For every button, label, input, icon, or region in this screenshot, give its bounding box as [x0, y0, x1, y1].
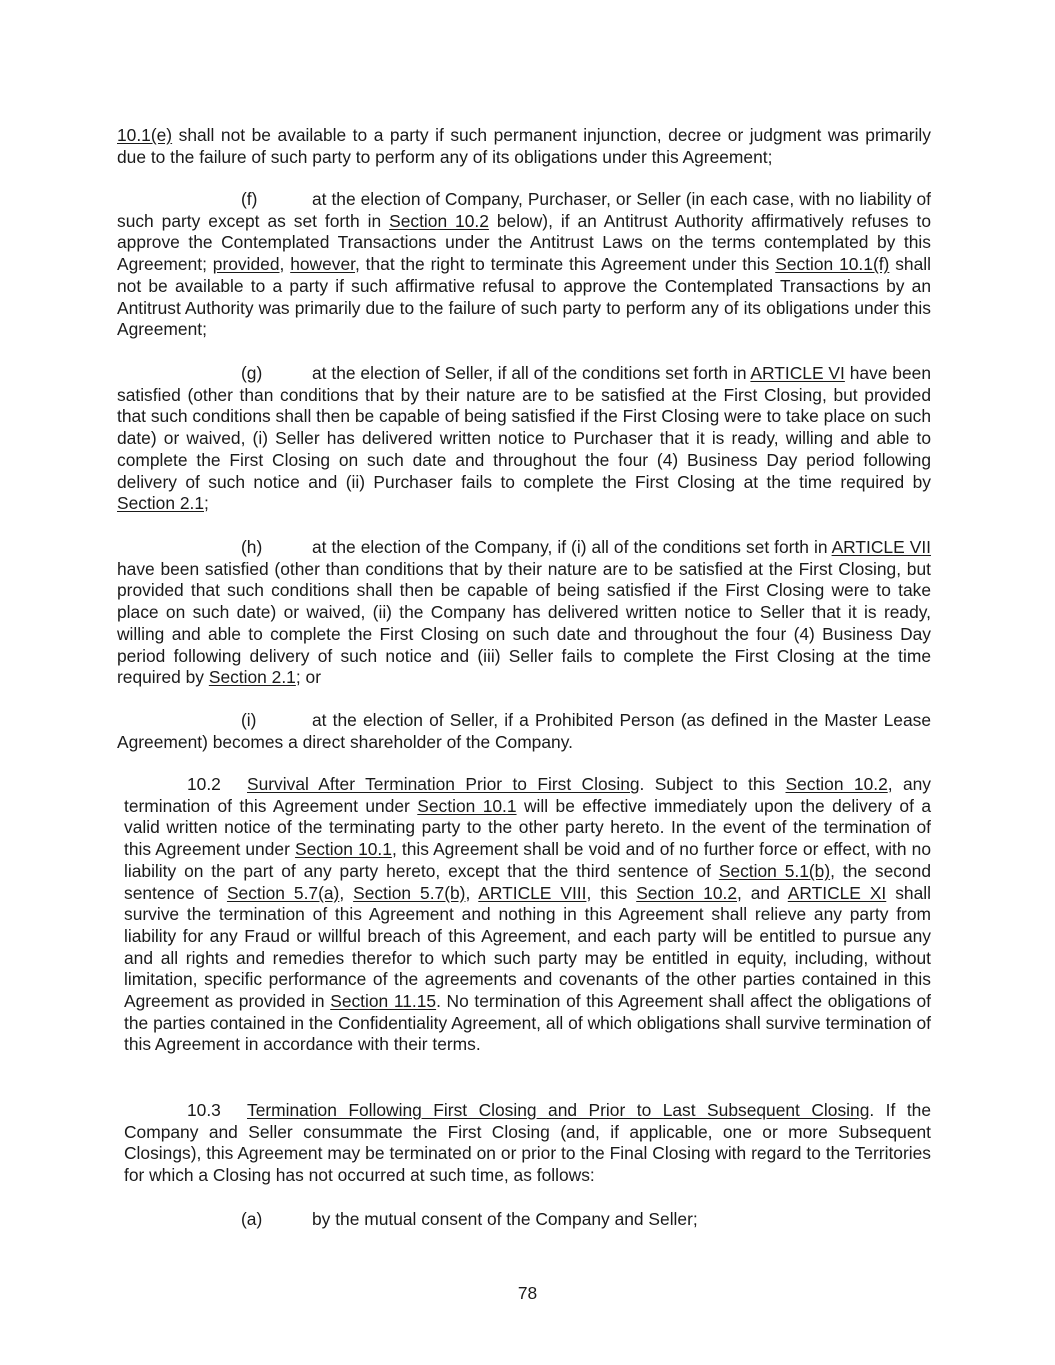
- cross-reference[interactable]: Section 10.1(f): [775, 254, 890, 275]
- paragraph-text: by the mutual consent of the Company and Seller;: [312, 1209, 698, 1229]
- cross-reference[interactable]: ARTICLE VI: [750, 363, 845, 383]
- paragraph-text: ,: [465, 882, 479, 903]
- paragraph-text: have been satisfied (other than conditions that by their nature are to be satisfied at the First Closing, but provided that such conditions shall then be capable of being satisfied if the First Closing were to take place on such date) or waived, (i) Seller has delivered written notice to Purchaser that it is ready, willing and able to complete the First Closing on such date and throughout the four (4) Business Day period following delivery of such notice and (ii) Purchaser fails to complete the First Closing at the time required by: [117, 363, 931, 492]
- cross-reference[interactable]: ARTICLE XI: [787, 882, 887, 903]
- clause-label: (i): [241, 710, 257, 730]
- paragraph-text: ,: [339, 882, 354, 903]
- paragraph-text: , any termination of this Agreement under: [124, 774, 932, 816]
- paragraph-text: ; or: [295, 667, 321, 688]
- cross-reference[interactable]: Section 10.1: [417, 795, 517, 816]
- page-number: 78: [517, 1283, 538, 1303]
- cross-reference[interactable]: Section 11.15: [330, 991, 437, 1012]
- paragraph-text: at the election of the Company, if (i) all of the conditions set forth in: [312, 537, 832, 557]
- section-heading: Termination Following First Closing and Prior to Last Subsequent Closing: [247, 1100, 870, 1120]
- clause-label: (a): [241, 1209, 263, 1229]
- paragraph-text: , this: [586, 882, 637, 903]
- paragraph-text: . No termination of this Agreement shall affect the obligations of the parties contained in the Confidentiality Agreement, all of which obligations shall survive termination of this Agreement in accordance with their terms.: [124, 991, 931, 1055]
- cross-reference[interactable]: Section 10.2: [785, 774, 888, 794]
- paragraph-text: below), if an Antitrust Authority affirmatively refuses to approve the Contemplated Transactions under the Antitrust Laws on the terms contemplated by this Agreement;: [117, 210, 931, 275]
- paragraph-text: , the second sentence of: [124, 860, 932, 903]
- paragraph-text: shall survive the termination of this Agreement and nothing in this Agreement shall relieve any party from liability for any Fraud or willful breach of this Agreement, and each party will be entitled to pursue any and all rights and remedies therefor to which such party may be entitled in equity, including, without limitation, specific performance of the agreements and covenants of the other parties contained in this Agreement as provided in: [124, 882, 931, 1012]
- clause-i: [117, 710, 931, 753]
- clause-label: (f): [241, 189, 258, 209]
- cross-reference[interactable]: Section 10.2: [389, 210, 489, 231]
- cross-reference[interactable]: 10.1(e): [117, 125, 173, 145]
- paragraph-text: shall not be available to a party if such permanent injunction, decree or judgment was primarily due to the failure of such party to perform any of its obligations under this Agreement;: [117, 125, 931, 167]
- paragraph-text: , and: [737, 882, 788, 903]
- cross-reference[interactable]: ARTICLE VIII: [478, 882, 587, 903]
- clause-h: [117, 537, 931, 689]
- section-10-3: [124, 1100, 931, 1187]
- paragraph-text: shall not be available to a party if such affirmative refusal to approve the Contemplated Transactions by an Antitrust Authority was primarily due to the failure of such party to perform any of its obligations under this Agreement;: [117, 254, 931, 340]
- cross-reference[interactable]: Section 10.2: [636, 882, 737, 903]
- section-heading: Survival After Termination Prior to First Closing: [247, 774, 640, 794]
- paragraph-text: . If the Company and Seller consummate the First Closing (and, if applicable, one or more Subsequent Closings), this Agreement may be terminated on or prior to the Final Closing with regard to the Territories for which a Closing has not occurred at such time, as follows:: [124, 1100, 931, 1186]
- paragraph-text: , that the right to terminate this Agreement under this: [354, 254, 776, 275]
- clause-label: (g): [241, 363, 263, 383]
- cross-reference[interactable]: ARTICLE VII: [831, 537, 931, 557]
- clause-label: (h): [241, 537, 263, 557]
- paragraph-text: at the election of Company, Purchaser, or Seller (in each case, with no liability of such party except as set forth in: [117, 189, 931, 231]
- emphasis-term: provided: [212, 254, 280, 275]
- paragraph-text: have been satisfied (other than conditions that by their nature are to be satisfied at the First Closing, but provided that such conditions shall then be capable of being satisfied if the First Closing were to take place on such date) or waived, (ii) the Company has delivered written notice to Seller that it is ready, willing and able to complete the First Closing on such date and throughout the four (4) Business Day period following delivery of such notice and (iii) Seller fails to complete the First Closing at the time required by: [117, 558, 931, 688]
- clause-g: [117, 363, 931, 515]
- paragraph-text: ;: [204, 493, 209, 514]
- cross-reference[interactable]: Section 2.1: [208, 667, 296, 688]
- paragraph-text: will be effective immediately upon the delivery of a valid written notice of the terminating party to the other party hereto. In the event of the termination of this Agreement under: [124, 795, 932, 860]
- paragraph-text: at the election of Seller, if all of the conditions set forth in: [312, 363, 751, 383]
- section-10-2: [124, 774, 931, 1056]
- paragraph-text: ,: [279, 254, 291, 275]
- cross-reference[interactable]: Section 10.1: [294, 839, 392, 860]
- cross-reference[interactable]: Section 2.1: [117, 493, 205, 514]
- paragraph-10-1-e-continuation: [117, 125, 931, 168]
- emphasis-term: however: [290, 254, 355, 275]
- paragraph-text: at the election of Seller, if a Prohibited Person (as defined in the Master Lease Agreement) becomes a direct shareholder of the Company.: [117, 710, 931, 752]
- paragraph-text: , this Agreement shall be void and of no further force or effect, with no liability on the part of any party hereto, except that the third sentence of: [124, 839, 931, 881]
- clause-f: [117, 189, 931, 341]
- cross-reference[interactable]: Section 5.7(b): [353, 882, 466, 903]
- cross-reference[interactable]: Section 5.7(a): [226, 882, 340, 903]
- clause-a: [117, 1209, 931, 1231]
- section-number: 10.3: [187, 1100, 221, 1120]
- paragraph-text: . Subject to this: [639, 774, 786, 794]
- section-number: 10.2: [187, 774, 221, 794]
- cross-reference[interactable]: Section 5.1(b): [718, 860, 831, 881]
